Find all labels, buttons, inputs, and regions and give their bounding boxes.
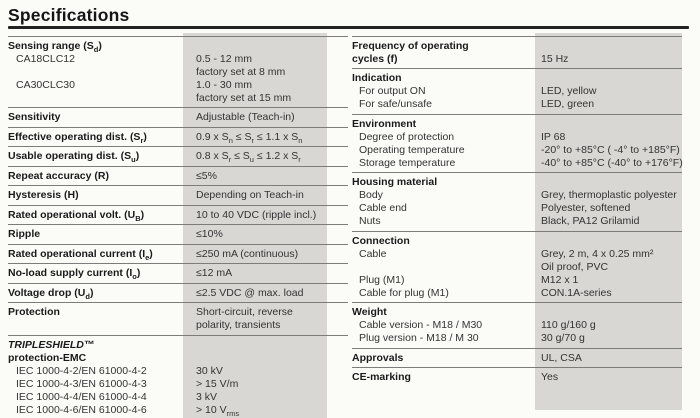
spec-line — [8, 166, 348, 183]
spec-label: Cable version - M18 / M30 — [359, 319, 483, 331]
spec-line — [352, 53, 682, 66]
spec-line — [8, 146, 348, 163]
spec-value: > 15 V/m — [196, 377, 239, 390]
spec-label: Sensitivity — [8, 111, 61, 123]
spec-line — [352, 274, 682, 287]
spec-value: Adjustable (Teach-in) — [196, 111, 295, 123]
spec-value: LED, yellow — [541, 85, 597, 97]
title-rule — [8, 26, 689, 29]
spec-label: TRIPLESHIELD™ — [8, 338, 95, 351]
specs-table-left — [8, 33, 348, 418]
spec-line — [352, 68, 682, 85]
spec-label: Body — [359, 189, 383, 201]
spec-line — [8, 92, 348, 105]
spec-line — [352, 367, 682, 384]
spec-label: Rated operational current $(I_e)$ — [8, 247, 153, 262]
spec-value: UL, CSA — [541, 351, 582, 364]
spec-line — [8, 283, 348, 300]
spec-label: Plug (M1) — [359, 273, 405, 286]
spec-line — [352, 172, 682, 189]
spec-value: M12 x 1 — [541, 273, 579, 286]
spec-value: 3 kV — [196, 390, 218, 403]
spec-value: -20° to +85°C ( -4° to +185°F) — [541, 143, 680, 156]
spec-line — [8, 319, 348, 332]
spec-label: For safe/unsafe — [359, 98, 432, 110]
spec-label: Nuts — [359, 215, 381, 227]
spec-value: 0.5 - 12 mm — [196, 52, 253, 65]
spec-line — [352, 348, 682, 365]
spec-line — [8, 205, 348, 222]
spec-value: -40° to +85°C (-40° to +176°F) — [541, 156, 683, 169]
spec-label: No-load supply current $(I_o)$ — [8, 267, 141, 282]
spec-value: IP 68 — [541, 130, 566, 143]
spec-line — [352, 36, 682, 53]
spec-label: Effective operating dist. $(S_r)$ — [8, 130, 147, 145]
spec-label: Cable — [359, 247, 387, 260]
spec-line — [352, 215, 682, 228]
spec-line — [352, 114, 682, 131]
spec-label: Plug version - M18 / M 30 — [359, 332, 479, 344]
spec-value: factory set at 8 mm — [196, 65, 286, 78]
spec-line — [352, 231, 682, 248]
spec-label: IEC 1000-4-4/EN 61000-4-4 — [16, 390, 147, 403]
spec-label: IEC 1000-4-3/EN 61000-4-3 — [16, 377, 147, 390]
spec-line — [8, 302, 348, 319]
spec-value: Yes — [541, 371, 559, 383]
spec-line — [352, 319, 682, 332]
spec-value: Short-circuit, reverse — [196, 306, 293, 318]
spec-label: CE-marking — [352, 371, 411, 383]
spec-label: IEC 1000-4-6/EN 61000-4-6 — [16, 403, 147, 416]
spec-label: Hysteresis (H) — [8, 189, 79, 201]
spec-label: Repeat accuracy (R) — [8, 169, 109, 182]
spec-label: Rated operational volt. $(U_B)$ — [8, 208, 145, 223]
spec-line — [352, 144, 682, 157]
spec-value: CON.1A-series — [541, 286, 612, 299]
spec-line — [8, 66, 348, 79]
spec-label: For output ON — [359, 85, 426, 97]
spec-label: Protection — [8, 306, 60, 318]
spec-label: Voltage drop $(U_d)$ — [8, 286, 94, 301]
spec-line — [8, 224, 348, 241]
spec-label: Ripple — [8, 228, 41, 240]
spec-label: Approvals — [352, 351, 404, 364]
spec-value: ≤10% — [196, 228, 223, 240]
spec-line — [8, 127, 348, 144]
spec-line — [8, 378, 348, 391]
spec-line — [8, 36, 348, 53]
spec-value: 0.8 x $S_r \le S_u \le 1.2$ x $S_r$ — [196, 150, 301, 165]
spec-value: 110 g/160 g — [541, 319, 596, 331]
spec-label: Degree of protection — [359, 130, 455, 143]
spec-value: 0.9 x $S_n \le S_r \le 1.1$ x $S_n$ — [196, 130, 303, 145]
spec-line — [8, 185, 348, 202]
spec-value: > 10 $V_{rms}$ — [196, 403, 240, 418]
spec-label: IEC 1000-4-2/EN 61000-4-2 — [16, 364, 147, 377]
spec-value: 30 g/70 g — [541, 332, 585, 344]
spec-value: polarity, transients — [196, 319, 281, 331]
spec-value: 15 Hz — [541, 52, 569, 65]
spec-value: 30 kV — [196, 364, 223, 377]
page-title: Specifications — [8, 5, 130, 25]
spec-label: CA30CLC30 — [16, 78, 75, 91]
spec-line — [8, 244, 348, 261]
spec-line — [8, 53, 348, 66]
spec-line — [8, 79, 348, 92]
spec-value: factory set at 15 mm — [196, 91, 292, 104]
spec-label: Storage temperature — [359, 156, 456, 169]
spec-label: CA18CLC12 — [16, 52, 75, 65]
spec-label: Cable for plug (M1) — [359, 286, 449, 299]
spec-line — [352, 85, 682, 98]
spec-label: Indication — [352, 72, 402, 84]
spec-label: cycles (f) — [352, 52, 398, 65]
spec-value: ≤5% — [196, 169, 217, 182]
spec-label: Operating temperature — [359, 143, 465, 156]
spec-line — [352, 287, 682, 300]
spec-line — [352, 202, 682, 215]
spec-label: Sensing range $(S_d)$ — [8, 39, 102, 54]
spec-line — [352, 261, 682, 274]
spec-value: 10 to 40 VDC (ripple incl.) — [196, 208, 317, 221]
spec-label: Connection — [352, 234, 410, 247]
spec-label: Weight — [352, 306, 387, 318]
spec-value: LED, green — [541, 98, 595, 110]
spec-value: 1.0 - 30 mm — [196, 78, 253, 91]
spec-line — [8, 107, 348, 124]
spec-value: Polyester, softened — [541, 202, 631, 214]
spec-label: Environment — [352, 117, 417, 130]
spec-line — [8, 352, 348, 365]
specs-table-right — [352, 33, 682, 410]
spec-value: Depending on Teach-in — [196, 189, 304, 201]
spec-line — [8, 335, 348, 352]
spec-value: Grey, 2 m, 4 x 0.25 mm² — [541, 247, 654, 260]
spec-line — [352, 98, 682, 111]
spec-value: Grey, thermoplastic polyester — [541, 189, 677, 201]
spec-value: ≤12 mA — [196, 267, 233, 279]
spec-line — [8, 391, 348, 404]
spec-line — [352, 189, 682, 202]
spec-line — [352, 332, 682, 345]
spec-line — [352, 302, 682, 319]
spec-line — [352, 157, 682, 170]
spec-line — [352, 248, 682, 261]
spec-label: Usable operating dist. $(S_u)$ — [8, 150, 140, 165]
spec-label: Housing material — [352, 176, 438, 188]
spec-label: Cable end — [359, 202, 407, 214]
spec-value: ≤250 mA (continuous) — [196, 247, 299, 260]
spec-line — [352, 131, 682, 144]
spec-line — [8, 263, 348, 280]
spec-label: protection-EMC — [8, 351, 87, 364]
spec-value: Black, PA12 Grilamid — [541, 215, 640, 227]
spec-line — [8, 365, 348, 378]
spec-line — [8, 404, 348, 417]
spec-value: ≤2.5 VDC @ max. load — [196, 286, 304, 299]
spec-label: Frequency of operating — [352, 39, 469, 52]
spec-value: Oil proof, PVC — [541, 260, 609, 273]
